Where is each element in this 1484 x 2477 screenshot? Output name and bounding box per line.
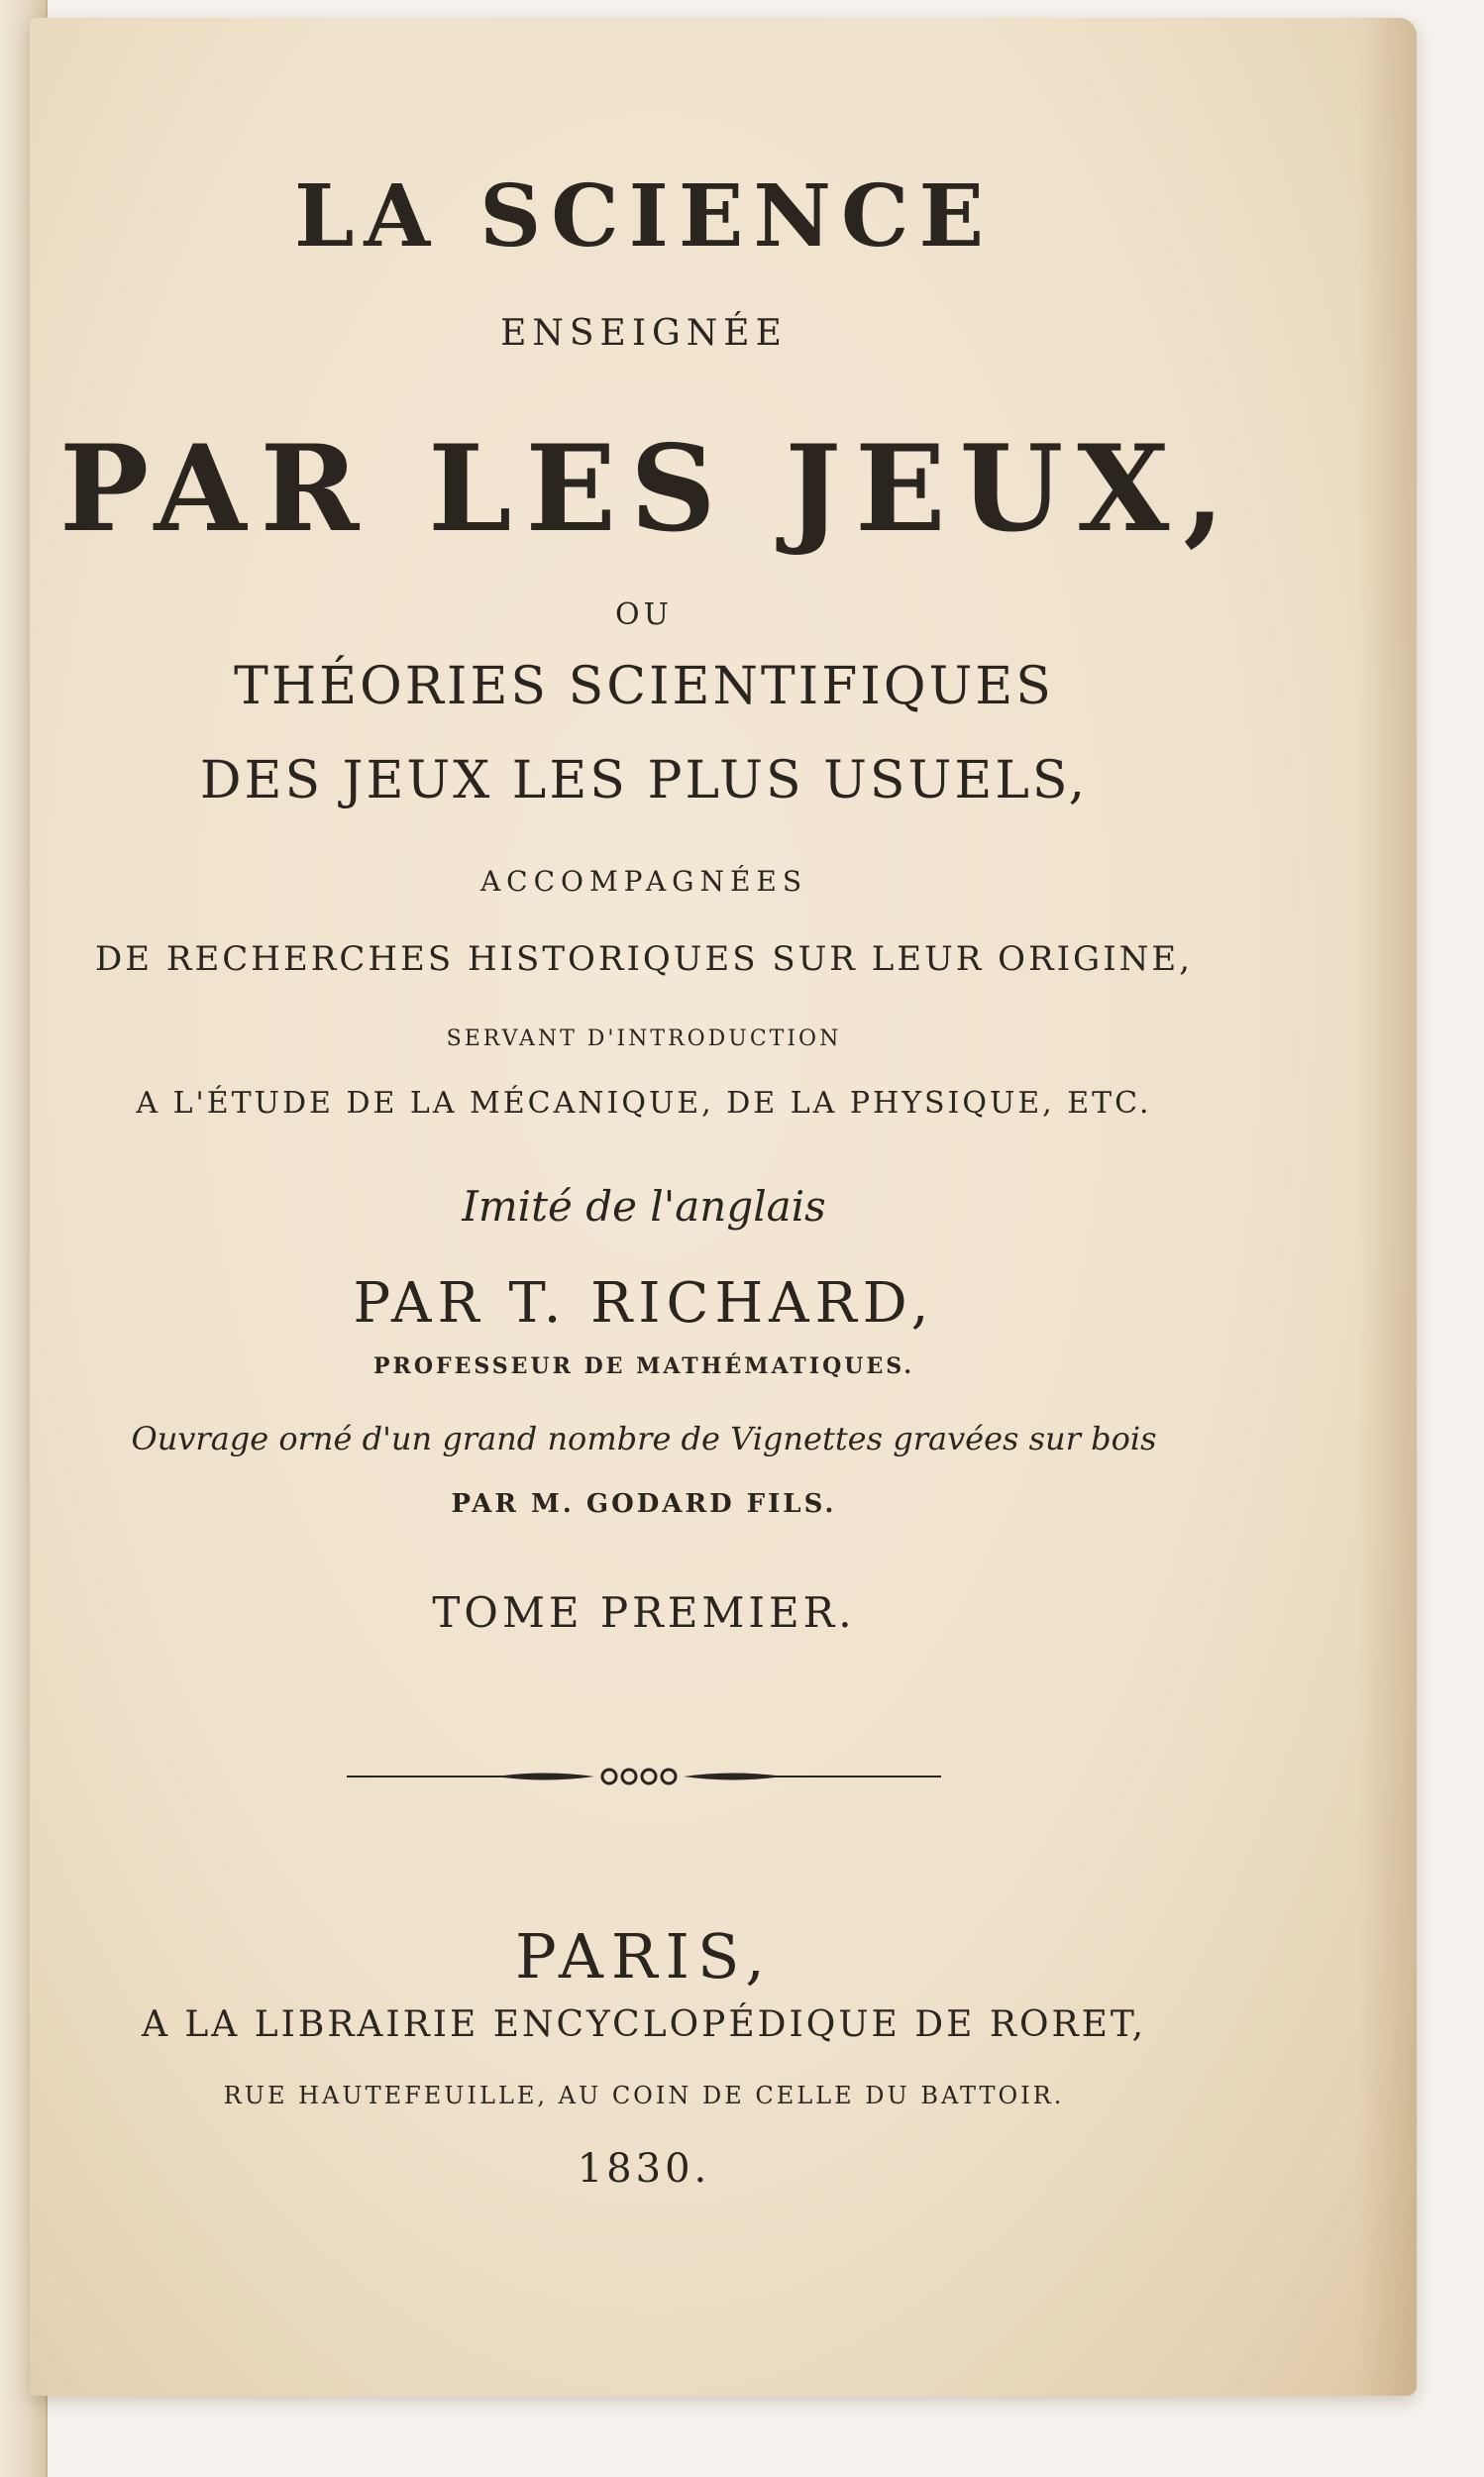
- imprint-year: 1830.: [577, 2146, 711, 2192]
- subtitle-etude: A L'ÉTUDE DE LA MÉCANIQUE, DE LA PHYSIQUE, ETC.: [136, 1086, 1152, 1121]
- title-line-la-science: LA SCIENCE: [293, 166, 995, 267]
- subtitle-accompagnees: ACCOMPAGNÉES: [479, 865, 808, 898]
- engraver-credit: PAR M. GODARD FILS.: [451, 1489, 837, 1519]
- author-title: PROFESSEUR DE MATHÉMATIQUES.: [373, 1353, 914, 1379]
- title-line-ou: OU: [615, 597, 673, 632]
- subtitle-des-jeux: DES JEUX LES PLUS USUELS,: [199, 751, 1089, 810]
- ornamental-rule-icon: [347, 1762, 941, 1791]
- imprint-city: PARIS,: [515, 1920, 773, 1992]
- illustrations-note: Ouvrage orné d'un grand nombre de Vignettes gravées sur bois: [131, 1420, 1157, 1457]
- title-line-par-les-jeux: PAR LES JEUX,: [59, 419, 1239, 559]
- author-name: PAR T. RICHARD,: [353, 1271, 935, 1336]
- imprint-publisher: A LA LIBRAIRIE ENCYCLOPÉDIQUE DE RORET,: [141, 2004, 1147, 2045]
- title-page: [30, 18, 1417, 2396]
- subtitle-theories: THÉORIES SCIENTIFIQUES: [234, 657, 1054, 716]
- subtitle-servant: SERVANT D'INTRODUCTION: [446, 1026, 842, 1051]
- volume-label: TOME PREMIER.: [432, 1588, 856, 1637]
- subtitle-recherches: DE RECHERCHES HISTORIQUES SUR LEUR ORIGINE,: [94, 939, 1194, 979]
- imprint-address: RUE HAUTEFEUILLE, AU COIN DE CELLE DU BATTOIR.: [223, 2082, 1065, 2109]
- title-line-enseignee: ENSEIGNÉE: [500, 313, 788, 354]
- handwritten-note: Imité de l'anglais: [462, 1182, 826, 1231]
